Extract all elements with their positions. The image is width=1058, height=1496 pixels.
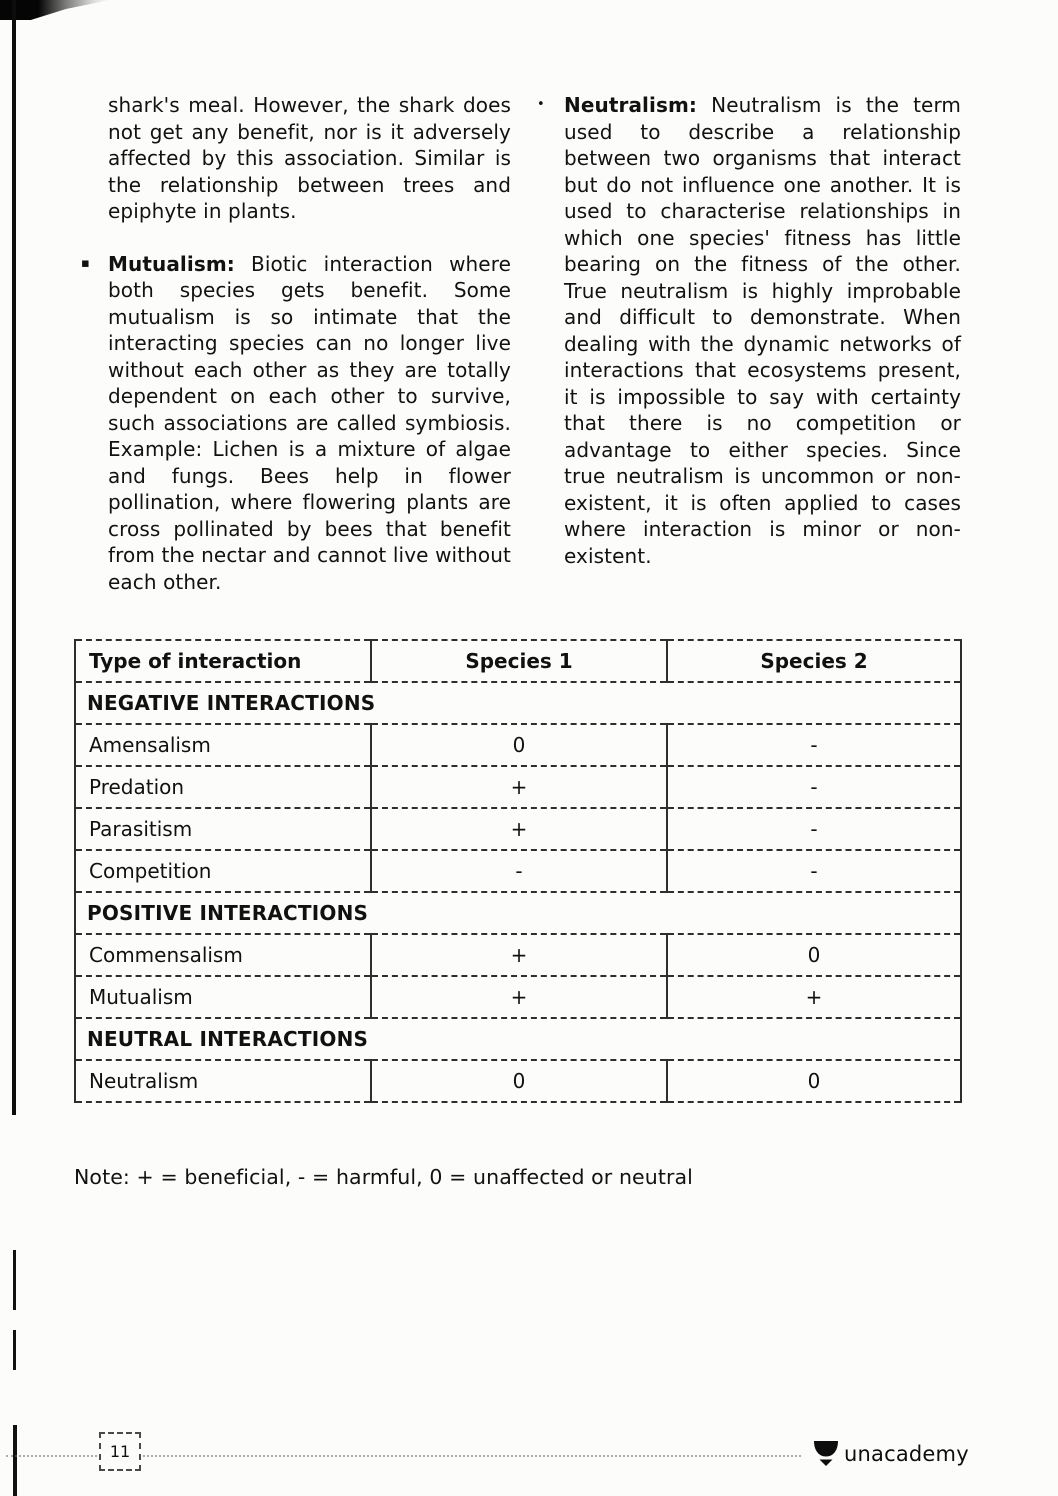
cell-species2-value: + (667, 976, 960, 1018)
header-species-1: Species 1 (371, 640, 667, 682)
paragraph-commensalism-continuation: shark's meal. However, the shark does not get any benefit, nor is it adversely affected by this association. Similar is the relationship between trees and epiphyte in plants. (108, 93, 511, 223)
cell-interaction-name: Parasitism (76, 808, 371, 850)
cell-interaction-name: Predation (76, 766, 371, 808)
page-number: 11 (99, 1432, 141, 1471)
table-row-parasitism (76, 808, 960, 850)
cell-interaction-name: Amensalism (76, 724, 371, 766)
cell-species1-value: - (371, 850, 667, 892)
bullet-icon: ▪ (81, 255, 90, 271)
header-type-of-interaction: Type of interaction (76, 640, 371, 682)
cell-species2-value: - (667, 808, 960, 850)
brand-name: unacademy (844, 1441, 969, 1466)
header-species-2: Species 2 (667, 640, 960, 682)
cell-species1-value: + (371, 934, 667, 976)
section-row-neutral (76, 1018, 960, 1060)
neutralism-term: Neutralism: (564, 93, 698, 117)
bullet-icon: • (537, 97, 545, 112)
section-title-neutral: NEUTRAL INTERACTIONS (76, 1018, 960, 1060)
table-row-neutralism (76, 1060, 960, 1102)
bullet-item-neutralism (537, 92, 961, 569)
section-row-negative (76, 682, 960, 724)
mutualism-text: Biotic interaction where both species gets benefit. Some mutualism is so intimate that the interacting species can no longer live without each other as they are totally dependent on each other to survive, such associations are called symbiosis. Example: Lichen is a mixture of algae and fungs. Bees help in flower pollination, where flowering plants are cross pollinated by bees that benefit from the nectar and cannot live without each other. (108, 251, 511, 594)
brand-lockup (814, 1440, 969, 1467)
cell-species2-value: 0 (667, 1060, 960, 1102)
scan-edge-artifact (12, 0, 16, 1115)
unacademy-logo-icon (814, 1440, 838, 1467)
cell-interaction-name: Commensalism (76, 934, 371, 976)
cell-species1-value: 0 (371, 724, 667, 766)
cell-species2-value: 0 (667, 934, 960, 976)
left-column (81, 92, 511, 595)
cell-species1-value: + (371, 766, 667, 808)
scan-edge-dash-artifact (13, 1250, 16, 1310)
interaction-table (74, 639, 962, 1103)
mutualism-term: Mutualism: (108, 251, 235, 276)
mutualism-paragraph (108, 251, 511, 596)
cell-interaction-name: Neutralism (76, 1060, 371, 1102)
cell-interaction-name: Competition (76, 850, 371, 892)
table-note: Note: + = beneficial, - = harmful, 0 = unaffected or neutral (74, 1165, 693, 1189)
table-row-commensalism (76, 934, 960, 976)
table-header-row (76, 640, 960, 682)
cell-interaction-name: Mutualism (76, 976, 371, 1018)
table-row-competition (76, 850, 960, 892)
cell-species1-value: + (371, 976, 667, 1018)
table-row-mutualism (76, 976, 960, 1018)
neutralism-text: Neutralism is the term used to describe a relationship between two organisms that interact but do not influence one another. It is used to characterise relationships in which one species' fitness has little bearing on the fitness of the other. True neutralism is highly improbable and difficult to demonstrate. When dealing with the dynamic networks of interactions that ecosystems present, it is impossible to say with certainty that there is no competition or advantage to either species. Since true neutralism is uncommon or non-existent, it is often applied to cases where interaction is minor or non-existent. (564, 93, 961, 568)
cell-species1-value: + (371, 808, 667, 850)
bullet-item-mutualism (81, 251, 511, 596)
section-title-negative: NEGATIVE INTERACTIONS (76, 682, 960, 724)
cell-species2-value: - (667, 850, 960, 892)
cell-species2-value: - (667, 766, 960, 808)
section-row-positive (76, 892, 960, 934)
table-row-predation (76, 766, 960, 808)
table-row-amensalism (76, 724, 960, 766)
right-column (537, 92, 961, 569)
scan-corner-artifact (0, 0, 110, 20)
section-title-positive: POSITIVE INTERACTIONS (76, 892, 960, 934)
scan-edge-dash-artifact (13, 1330, 16, 1370)
cell-species2-value: - (667, 724, 960, 766)
scan-edge-dash-artifact (13, 1425, 17, 1496)
neutralism-paragraph (564, 92, 961, 569)
cell-species1-value: 0 (371, 1060, 667, 1102)
